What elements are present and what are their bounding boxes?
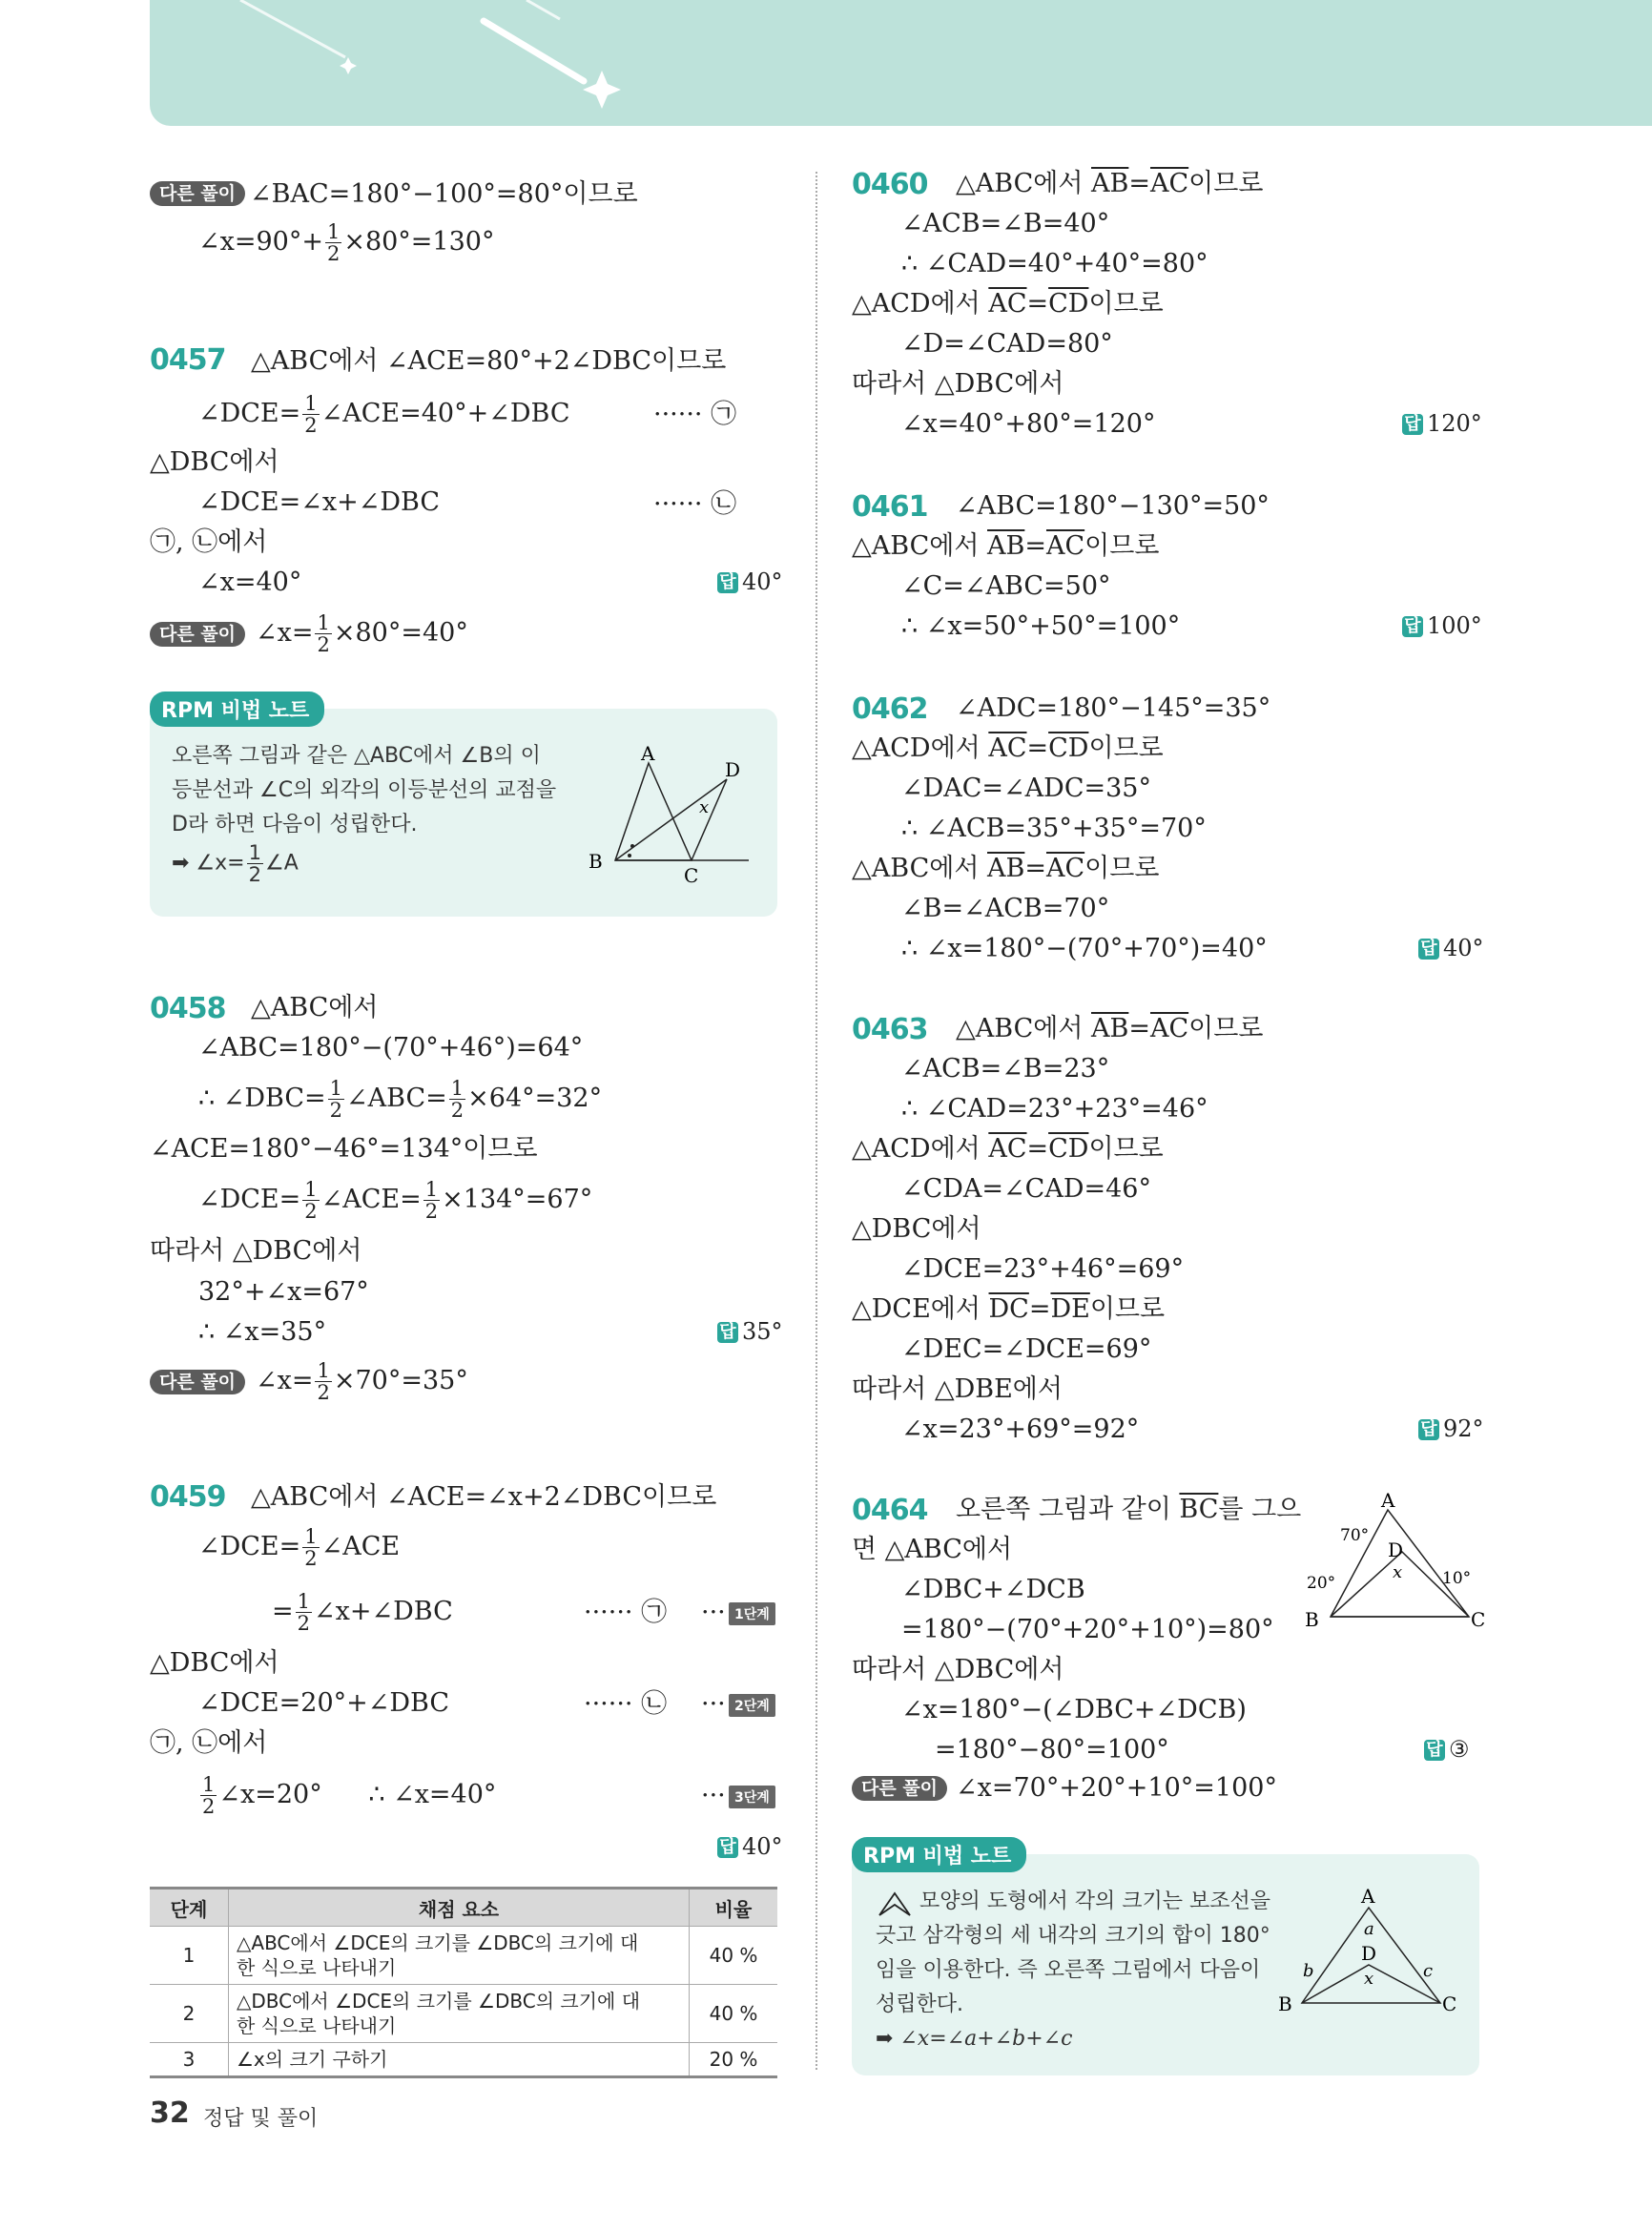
p464-line1: 오른쪽 그림과 같이 $\overline{BC}$를 그으 xyxy=(956,1495,1302,1524)
table-cell: 40 % xyxy=(690,1927,778,1985)
p459-line7: $\frac{1}{2}$ ∠x=20° ∴ ∠x=40° xyxy=(202,1773,497,1818)
step-badge-1: 1단계 xyxy=(729,1602,775,1625)
p458-line7: 32°+∠x=67° xyxy=(198,1277,369,1307)
p464-line4: =180°−(70°+20°+10°)=80° xyxy=(901,1615,1274,1644)
vertex-a-label: A xyxy=(641,746,655,765)
angle-b-label: b xyxy=(1303,1961,1314,1981)
problem-number-0464: 0464 xyxy=(852,1494,928,1527)
angle-x-label: x xyxy=(1364,1969,1374,1989)
p464-answer: 답 ③ xyxy=(1424,1736,1470,1763)
table-cell: △DBC에서 ∠DCE의 크기를 ∠DBC의 크기에 대 한 식으로 나타내기 xyxy=(229,1985,690,2043)
p463-line10: 따라서 △DBE에서 xyxy=(852,1374,1063,1404)
p459-marker-2: ······ ㉡ xyxy=(584,1689,668,1719)
p463-line8: △DCE에서 $\overline{DC}=\overline{DE}$이므로 xyxy=(852,1294,1166,1324)
p459-line3: = $\frac{1}{2}$ ∠x+∠DBC xyxy=(272,1590,453,1635)
p460-line4: △ACD에서 $\overline{AC}=\overline{CD}$이므로 xyxy=(852,289,1164,319)
p460-line1: △ABC에서 $\overline{AB}=\overline{AC}$이므로 xyxy=(956,169,1264,198)
p461-line1: ∠ABC=180°−130°=50° xyxy=(956,491,1270,521)
p457-line6: ∠x=40° xyxy=(198,568,302,597)
p460-line5: ∠D=∠CAD=80° xyxy=(901,329,1113,359)
vertex-b-label: B xyxy=(1278,1993,1292,2015)
alt-solution-tag: 다른 풀이 xyxy=(150,622,245,647)
vertex-a-label: A xyxy=(1361,1889,1375,1908)
alt-solution-tag: 다른 풀이 xyxy=(150,1370,245,1394)
p460-line7: ∠x=40°+80°=120° xyxy=(901,409,1156,439)
p460-line2: ∠ACB=∠B=40° xyxy=(901,209,1110,238)
angle-10-label: 10° xyxy=(1442,1569,1472,1588)
step-badge-3: 3단계 xyxy=(729,1786,775,1808)
angle-70-label: 70° xyxy=(1340,1526,1370,1545)
p458-line4: ∠ACE=180°−46°=134°이므로 xyxy=(150,1134,538,1164)
problem-number-0462: 0462 xyxy=(852,692,928,726)
vertex-c-label: C xyxy=(1471,1608,1486,1631)
rpm-note-label: RPM 비법 노트 xyxy=(852,1837,1026,1872)
p464-line7: =180°−80°=100° xyxy=(935,1735,1169,1765)
p459-marker-1: ······ ㉠ xyxy=(584,1598,668,1627)
p457-line3: △DBC에서 xyxy=(150,447,279,477)
p461-answer: 답 100° xyxy=(1402,612,1482,639)
table-cell: △ABC에서 ∠DCE의 크기를 ∠DBC의 크기에 대 한 식으로 나타내기 xyxy=(229,1927,690,1985)
table-header: 비율 xyxy=(690,1889,778,1927)
angle-x-label: x xyxy=(699,797,710,817)
p463-line1: △ABC에서 $\overline{AB}=\overline{AC}$이므로 xyxy=(956,1014,1264,1043)
p462-line7: ∴ ∠x=180°−(70°+70°)=40° xyxy=(901,934,1268,963)
p462-line2: △ACD에서 $\overline{AC}=\overline{CD}$이므로 xyxy=(852,733,1164,763)
step-dots: ··· xyxy=(701,1781,726,1810)
problem-number-0459: 0459 xyxy=(150,1480,226,1514)
p462-line3: ∠DAC=∠ADC=35° xyxy=(901,774,1151,803)
header-banner xyxy=(150,0,1652,126)
table-cell: 1 xyxy=(150,1927,229,1985)
table-header: 단계 xyxy=(150,1889,229,1927)
table-cell: 40 % xyxy=(690,1985,778,2043)
p458-line2: ∠ABC=180°−(70°+46°)=64° xyxy=(198,1033,584,1063)
vertex-c-label: C xyxy=(684,864,699,884)
vertex-c-label: C xyxy=(1442,1993,1457,2015)
p463-line9: ∠DEC=∠DCE=69° xyxy=(901,1334,1152,1364)
note1-text: 오른쪽 그림과 같은 △ABC에서 ∠B의 이 등분선과 ∠C의 외각의 이등분선의 교점을 D라 하면 다음이 성립한다. ➡ ∠x= $\frac{1}{2}$ ∠A xyxy=(172,744,557,886)
angle-x-label: x xyxy=(1393,1562,1403,1582)
p458-line1: △ABC에서 xyxy=(251,993,379,1022)
p457-answer: 답 40° xyxy=(717,568,783,595)
step-dots: ··· xyxy=(701,1689,726,1719)
p464-line5: 따라서 △DBC에서 xyxy=(852,1655,1064,1684)
shooting-star-decoration xyxy=(150,0,817,126)
p458-line3: ∴ ∠DBC= $\frac{1}{2}$ ∠ABC= $\frac{1}{2}$ ×64°=32° xyxy=(198,1077,603,1122)
p464-triangle-figure xyxy=(1297,1493,1488,1641)
p462-line5: △ABC에서 $\overline{AB}=\overline{AC}$이므로 xyxy=(852,854,1160,883)
table-cell: 3 xyxy=(150,2043,229,2077)
vertex-d-label: D xyxy=(1388,1538,1404,1561)
p457-line5: ㉠, ㉡에서 xyxy=(150,527,268,557)
p459-line2: ∠DCE= $\frac{1}{2}$ ∠ACE xyxy=(198,1525,401,1570)
p463-line6: △DBC에서 xyxy=(852,1214,981,1244)
rpm-note-label: RPM 비법 노트 xyxy=(150,692,324,727)
page-number: 32 xyxy=(150,2096,190,2130)
p457-line2: ∠DCE= $\frac{1}{2}$ ∠ACE=40°+∠DBC xyxy=(198,392,570,437)
table-row xyxy=(150,2043,777,2077)
p459-line4: △DBC에서 xyxy=(150,1648,279,1678)
alt-solution-tag: 다른 풀이 xyxy=(852,1776,947,1801)
p464-line2: 면 △ABC에서 xyxy=(852,1535,1013,1564)
alt-solution-tag: 다른 풀이 xyxy=(150,181,245,206)
p457-line1: △ABC에서 ∠ACE=80°+2∠DBC이므로 xyxy=(251,346,727,376)
problem-number-0461: 0461 xyxy=(852,490,928,524)
p463-line2: ∠ACB=∠B=23° xyxy=(901,1054,1110,1084)
p458-alt-line: ∠x= $\frac{1}{2}$ ×70°=35° xyxy=(256,1359,468,1404)
note2-text: 모양의 도형에서 각의 크기는 보조선을 긋고 삼각형의 세 내각의 크기의 합이 180° 임을 이용한다. 즉 오른쪽 그림에서 다음이 성립한다. ➡ ∠x=∠a+∠b+∠c xyxy=(876,1889,1271,2051)
p464-line3: ∠DBC+∠DCB xyxy=(901,1575,1085,1604)
table-row xyxy=(150,1927,777,1985)
vertex-d-label: D xyxy=(725,758,741,781)
vertex-d-label: D xyxy=(1361,1942,1377,1965)
p457-marker-2: ······ ㉡ xyxy=(653,489,737,519)
p459-line5: ∠DCE=20°+∠DBC xyxy=(198,1688,450,1718)
p459-line6: ㉠, ㉡에서 xyxy=(150,1728,268,1758)
scoring-table xyxy=(150,1887,777,2078)
table-row xyxy=(150,1985,777,2043)
p459-line1: △ABC에서 ∠ACE=∠x+2∠DBC이므로 xyxy=(251,1482,717,1512)
p464-alt-line: ∠x=70°+20°+10°=100° xyxy=(956,1773,1277,1803)
column-divider xyxy=(816,172,817,2070)
table-cell: ∠x의 크기 구하기 xyxy=(229,2043,690,2077)
angle-a-label: a xyxy=(1364,1919,1374,1939)
note2-triangle-figure xyxy=(1278,1889,1469,2032)
p456-alt-line2: ∠x=90°+ $\frac{1}{2}$ ×80°=130° xyxy=(198,220,495,265)
footer-title: 정답 및 풀이 xyxy=(203,2107,319,2131)
vertex-b-label: B xyxy=(1305,1608,1319,1631)
p460-line3: ∴ ∠CAD=40°+40°=80° xyxy=(901,249,1208,279)
p463-line5: ∠CDA=∠CAD=46° xyxy=(901,1174,1151,1204)
p462-answer: 답 40° xyxy=(1418,935,1484,961)
p462-line4: ∴ ∠ACB=35°+35°=70° xyxy=(901,814,1207,843)
p458-line5: ∠DCE= $\frac{1}{2}$ ∠ACE= $\frac{1}{2}$ ×134°=67° xyxy=(198,1178,593,1223)
p463-line11: ∠x=23°+69°=92° xyxy=(901,1414,1140,1444)
table-cell: 20 % xyxy=(690,2043,778,2077)
table-cell: 2 xyxy=(150,1985,229,2043)
p461-line2: △ABC에서 $\overline{AB}=\overline{AC}$이므로 xyxy=(852,531,1160,561)
table-header: 채점 요소 xyxy=(229,1889,690,1927)
p458-line8: ∴ ∠x=35° xyxy=(198,1317,327,1347)
p457-marker-1: ······ ㉠ xyxy=(653,400,737,429)
p463-line7: ∠DCE=23°+46°=69° xyxy=(901,1254,1185,1284)
vertex-a-label: A xyxy=(1381,1493,1395,1512)
p460-line6: 따라서 △DBC에서 xyxy=(852,369,1064,399)
p458-line6: 따라서 △DBC에서 xyxy=(150,1236,362,1266)
p456-alt-line1: ∠BAC=180°−100°=80°이므로 xyxy=(250,179,638,209)
problem-number-0460: 0460 xyxy=(852,168,928,201)
step-dots: ··· xyxy=(701,1598,726,1627)
p457-line4: ∠DCE=∠x+∠DBC xyxy=(198,487,441,517)
p460-answer: 답 120° xyxy=(1402,410,1482,437)
angle-20-label: 20° xyxy=(1307,1574,1336,1593)
p458-answer: 답 35° xyxy=(717,1318,783,1345)
p461-line4: ∴ ∠x=50°+50°=100° xyxy=(901,611,1181,641)
problem-number-0463: 0463 xyxy=(852,1013,928,1046)
vertex-b-label: B xyxy=(589,850,603,873)
step-badge-2: 2단계 xyxy=(729,1694,775,1717)
p457-alt-line: ∠x= $\frac{1}{2}$ ×80°=40° xyxy=(256,611,468,656)
p462-line6: ∠B=∠ACB=70° xyxy=(901,894,1110,923)
p463-line4: △ACD에서 $\overline{AC}=\overline{CD}$이므로 xyxy=(852,1134,1164,1164)
p463-answer: 답 92° xyxy=(1418,1415,1484,1442)
p459-answer: 답 40° xyxy=(717,1833,783,1860)
angle-c-label: c xyxy=(1423,1961,1434,1981)
p463-line3: ∴ ∠CAD=23°+23°=46° xyxy=(901,1094,1208,1124)
p462-line1: ∠ADC=180°−145°=35° xyxy=(956,693,1271,723)
problem-number-0457: 0457 xyxy=(150,343,226,377)
note1-triangle-figure xyxy=(577,746,758,884)
p461-line3: ∠C=∠ABC=50° xyxy=(901,571,1111,601)
problem-number-0458: 0458 xyxy=(150,992,226,1025)
p464-line6: ∠x=180°−(∠DBC+∠DCB) xyxy=(901,1695,1247,1724)
